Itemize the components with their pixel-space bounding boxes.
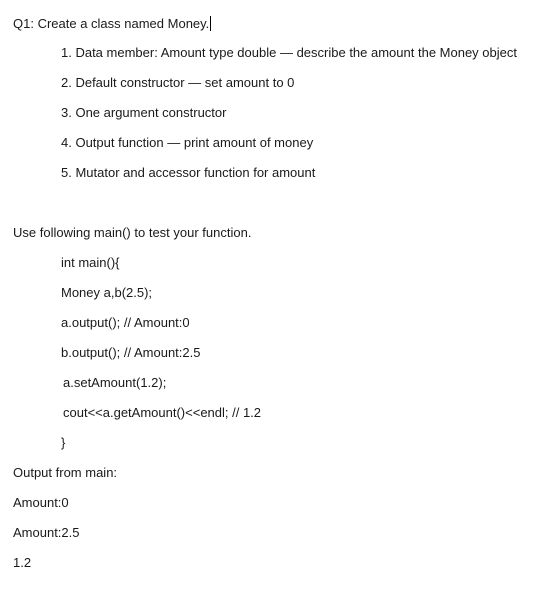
code-line: cout<<a.getAmount()<<endl; // 1.2 (63, 405, 262, 420)
code-line: a.setAmount(1.2); (63, 375, 167, 390)
test-intro: Use following main() to test your function. (13, 225, 252, 240)
question-title-text: Q1: Create a class named Money. (13, 16, 210, 31)
output-line: Amount:2.5 (13, 525, 80, 540)
output-line: Amount:0 (13, 495, 69, 510)
code-line: b.output(); // Amount:2.5 (61, 345, 201, 360)
list-item: 5. Mutator and accessor function for amount (61, 165, 316, 180)
code-line: int main(){ (61, 255, 120, 270)
code-line: Money a,b(2.5); (61, 285, 153, 300)
list-item: 1. Data member: Amount type double — describe the amount the Money object (61, 45, 517, 60)
list-item: 3. One argument constructor (61, 105, 227, 120)
code-line: } (61, 435, 66, 450)
output-line: 1.2 (13, 555, 32, 570)
list-item: 2. Default constructor — set amount to 0 (61, 75, 295, 90)
list-item: 4. Output function — print amount of money (61, 135, 314, 150)
code-line: a.output(); // Amount:0 (61, 315, 190, 330)
text-cursor (210, 16, 211, 31)
output-heading: Output from main: (13, 465, 118, 480)
question-title (13, 16, 211, 32)
